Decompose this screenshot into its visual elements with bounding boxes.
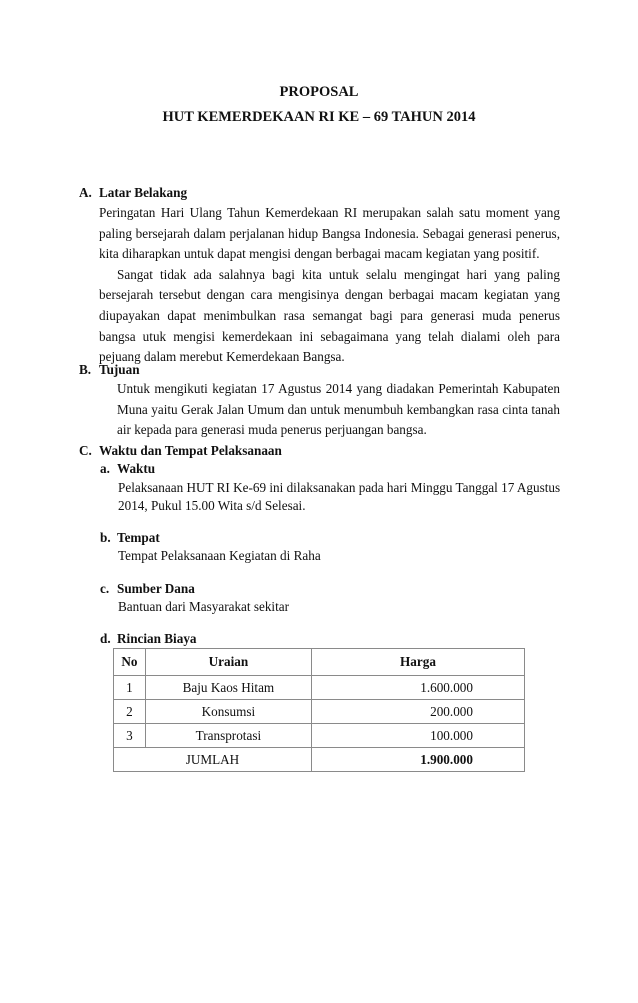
document-subtitle: HUT KEMERDEKAAN RI KE – 69 TAHUN 2014 [162,109,476,125]
harga-value: 1.600.000 [420,679,473,695]
paragraph: Sangat tidak ada salahnya bagi kita untuk selalu mengingat hari yang paling bersejarah tersebut dengan cara mengisinya dengan berbagai macam kegiatan yang diupayakan dapat menimbulkan rasa semangat bagi para generasi muda penerus bangsa utuk mengisi kemerdekaan ini sebagaimana yang telah dialami oleh para pejuang dalam merebut Kemerdekaan Bangsa. [99,266,560,365]
cell-uraian: Transprotasi [145,724,311,748]
subsection-letter: c. [100,581,110,596]
paragraph: Untuk mengikuti kegiatan 17 Agustus 2014 yang diadakan Pemerintah Kabupaten Muna yaitu Gerak Jalan Umum dan untuk menumbuh kembangkan rasa cinta tanah air kepada para generasi muda penerus perjuangan bangsa. [117,381,560,438]
subsection-title: Waktu [117,461,156,476]
document-title: PROPOSAL [279,84,359,100]
cell-uraian: Baju Kaos Hitam [145,676,311,700]
latar-belakang-body [99,203,560,368]
section-heading [79,183,559,203]
section-letter: B. [79,362,92,377]
header-uraian: Uraian [145,649,311,676]
cell-harga [311,676,524,700]
cell-total-harga [311,748,524,772]
budget-table [113,648,525,772]
subsection-letter: b. [100,530,111,545]
cell-no: 2 [114,700,146,724]
tujuan-body [117,379,560,441]
section-latar-belakang [79,183,559,203]
subsection-letter: a. [100,461,110,476]
cell-harga [311,700,524,724]
table-row [114,676,525,700]
section-title: Latar Belakang [99,185,188,200]
total-value: 1.900.000 [420,751,473,767]
cell-no: 1 [114,676,146,700]
table-row [114,724,525,748]
sumber-dana-line: Bantuan dari Masyarakat sekitar [118,599,290,614]
section-heading [79,360,559,380]
section-heading [79,441,559,461]
harga-value: 100.000 [430,727,473,743]
subsection-title: Sumber Dana [117,581,195,596]
section-title: Tujuan [99,362,140,377]
total-label: JUMLAH [114,748,312,772]
paragraph: Peringatan Hari Ulang Tahun Kemerdekaan RI merupakan salah satu moment yang paling bersejarah dalam perjalanan hidup Bangsa Indonesia. Sebagai generasi penerus, kita diharapkan untuk dapat mengisi dengan berbagai macam kegiatan yang positif. [99,205,560,262]
section-title: Waktu dan Tempat Pelaksanaan [99,443,282,458]
section-letter: A. [79,185,92,200]
waktu-line: Pelaksanaan HUT RI Ke-69 ini dilaksanakan pada hari Minggu Tanggal 17 Agustus [118,480,561,495]
tempat-line: Tempat Pelaksanaan Kegiatan di Raha [118,548,321,563]
section-letter: C. [79,443,92,458]
waktu-line: 2014, Pukul 15.00 Wita s/d Selesai. [118,498,306,513]
table-row [114,700,525,724]
table-total-row [114,748,525,772]
table-header-row [114,649,525,676]
harga-value: 200.000 [430,703,473,719]
subsection-title: Tempat [117,530,160,545]
section-waktu-tempat [79,441,559,461]
section-tujuan [79,360,559,380]
subsection-letter: d. [100,631,111,646]
cell-uraian: Konsumsi [145,700,311,724]
header-no: No [114,649,146,676]
subsection-title: Rincian Biaya [117,631,197,646]
header-harga: Harga [311,649,524,676]
cell-no: 3 [114,724,146,748]
cell-harga [311,724,524,748]
